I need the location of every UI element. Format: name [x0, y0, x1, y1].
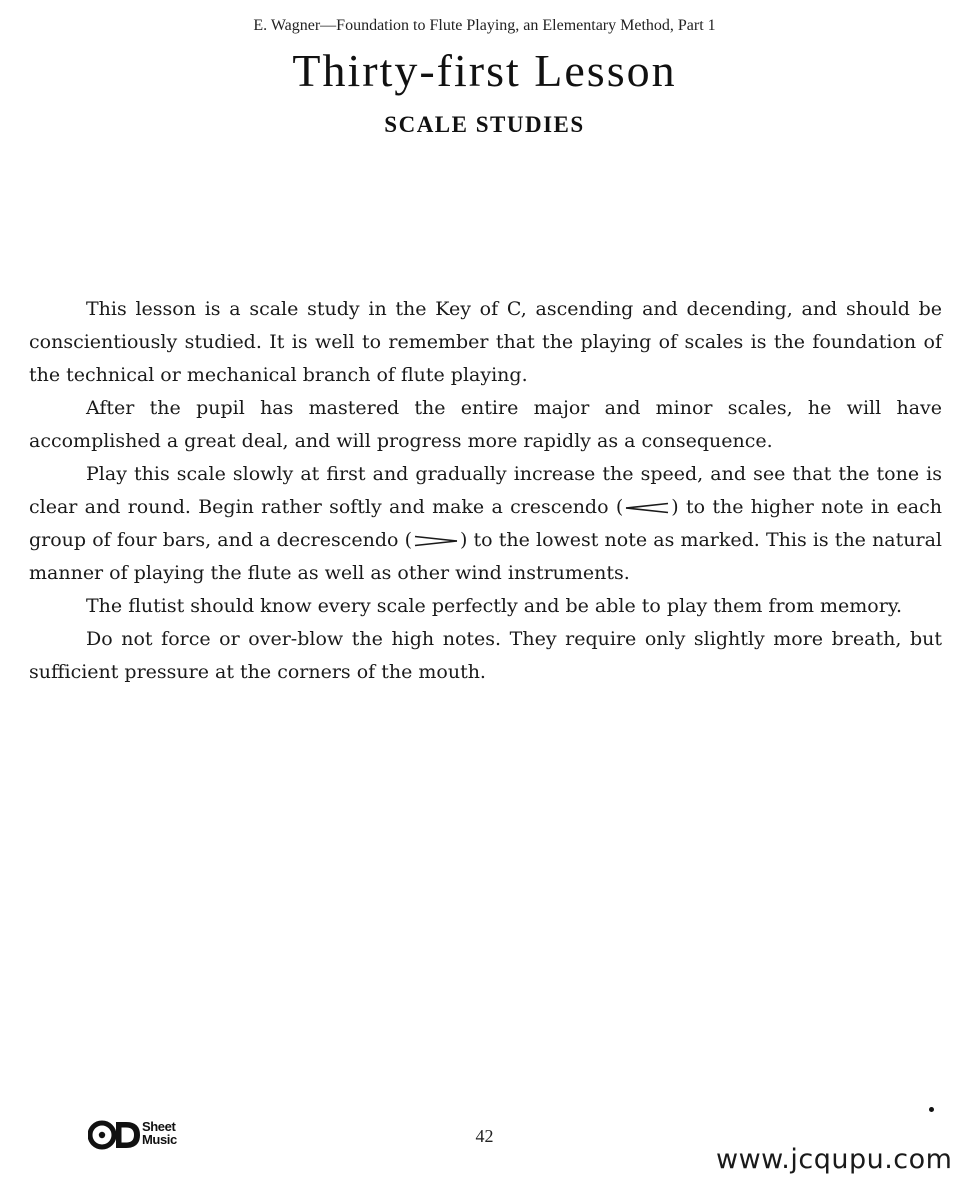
crescendo-hairpin-icon: [624, 502, 670, 514]
paragraph-5: Do not force or over-blow the high notes. They require only slightly more breath, but sufficient pressure at the corners of the mouth.: [29, 628, 942, 683]
paragraph-3-text-a: Play this scale slowly at first and gradually increase the speed, and see that the tone is clear and round. Begin rather softly and make a crescendo (: [29, 463, 942, 518]
paragraph-4: The flutist should know every scale perfectly and be able to play them from memory.: [86, 595, 903, 617]
decrescendo-hairpin-icon: [413, 535, 459, 547]
paragraph-3-text-c: ) to the lowest note as marked. This is the natural manner of playing the flute as well as other wind instruments.: [29, 529, 942, 584]
lesson-title: Thirty-first Lesson: [292, 45, 677, 96]
lesson-subtitle: SCALE STUDIES: [384, 112, 585, 137]
paragraph-3: [29, 458, 942, 590]
lesson-body: [29, 293, 942, 689]
page-number: 42: [475, 1126, 494, 1146]
watermark: www.jcqupu.com: [716, 1144, 953, 1175]
paragraph-1: This lesson is a scale study in the Key of C, ascending and decending, and should be conscientiously studied. It is well to remember that the playing of scales is the foundation of the technical or mechanical branch of flute playing.: [29, 298, 942, 386]
paragraph-2: After the pupil has mastered the entire major and minor scales, he will have accomplished a great deal, and will progress more rapidly as a consequence.: [29, 397, 942, 452]
logo-text-music: Music: [142, 1132, 177, 1147]
paragraph-3-text-b: ) to the higher note in each group of four bars, and a decrescendo (: [29, 496, 942, 551]
stray-dot: [929, 1107, 934, 1112]
running-header: E. Wagner—Foundation to Flute Playing, an Elementary Method, Part 1: [253, 17, 716, 34]
logo-text-sheet: Sheet: [142, 1119, 176, 1134]
